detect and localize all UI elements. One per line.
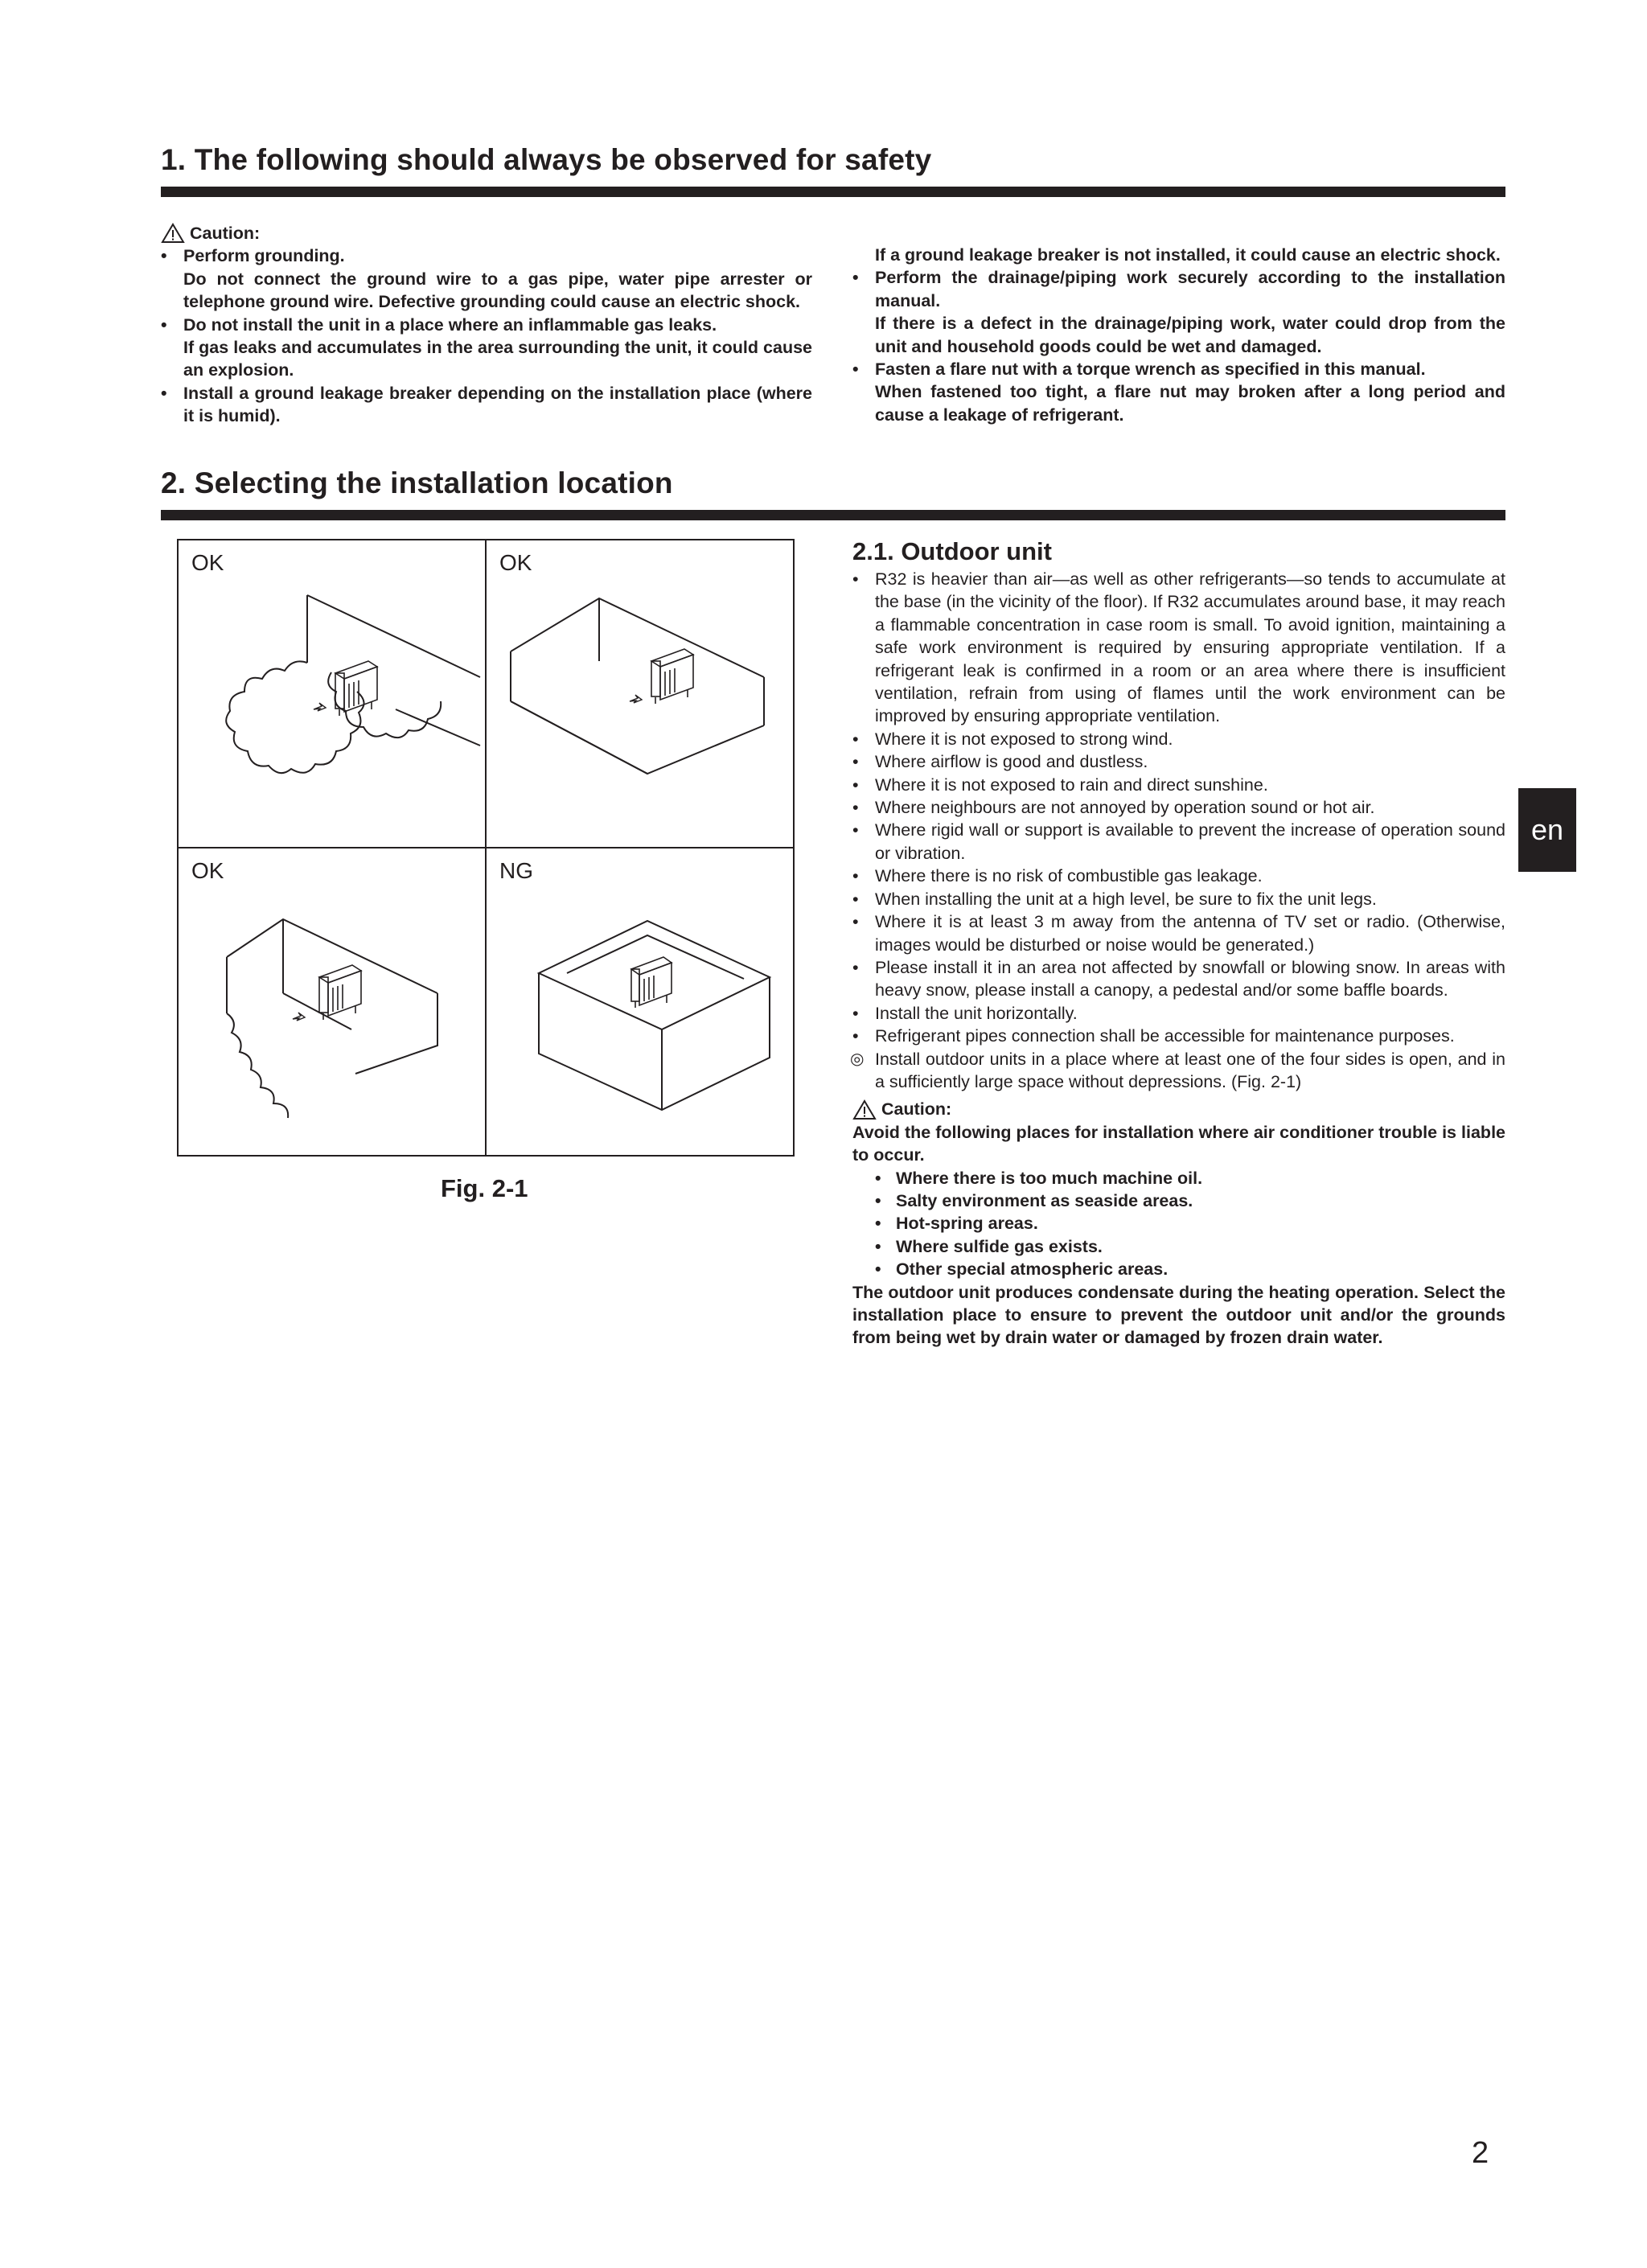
figure-caption: Fig. 2-1 xyxy=(441,1174,528,1202)
safety-right-column xyxy=(852,244,1505,426)
subsection-title: 2.1. Outdoor unit xyxy=(852,537,1052,565)
caution-heading xyxy=(852,1098,1505,1120)
figure-cell xyxy=(179,848,486,1155)
warning-triangle-icon xyxy=(852,1099,877,1120)
safety-item-head: • Perform grounding. xyxy=(161,244,812,267)
section-1-title: 1. The following should always be observed for safety xyxy=(161,143,932,176)
caution-intro: Avoid the following places for installation where air conditioner trouble is liable to occur. xyxy=(852,1122,1505,1165)
figure-cell-label: OK xyxy=(191,550,224,575)
requirement-item: • Install the unit horizontally. xyxy=(852,1002,1505,1025)
safety-item-body: If gas leaks and accumulates in the area surrounding the unit, it could cause an explosion. xyxy=(183,338,812,380)
requirement-item: • Where neighbours are not annoyed by operation sound or hot air. xyxy=(852,796,1505,819)
outdoor-unit-icon xyxy=(651,649,693,704)
safety-item-body: If there is a defect in the drainage/piping work, water could drop from the unit and household goods could be wet and damaged. xyxy=(875,314,1505,356)
caution-item: • Other special atmospheric areas. xyxy=(852,1258,1505,1280)
caution-label: Caution: xyxy=(190,224,261,243)
caution-item: • Where sulfide gas exists. xyxy=(852,1235,1505,1258)
section-1-rule xyxy=(161,187,1505,197)
safety-item-head: • Perform the drainage/piping work securely according to the installation manual. xyxy=(852,266,1505,312)
open-side-requirement: ◎ Install outdoor units in a place where at least one of the four sides is open, and in a sufficiently large space without depressions. (Fig. 2-1) xyxy=(852,1048,1505,1094)
section-2-rule xyxy=(161,510,1505,520)
requirement-item: • Where it is not exposed to strong wind. xyxy=(852,728,1505,750)
unit-between-walls-illustration xyxy=(487,540,795,849)
safety-item-body: Do not connect the ground wire to a gas pipe, water pipe arrester or telephone ground wire. Defective grounding could cause an electric shock. xyxy=(183,269,812,312)
requirement-item: • Where airflow is good and dustless. xyxy=(852,750,1505,773)
figure-cell xyxy=(179,540,486,848)
outdoor-unit-requirements xyxy=(852,568,1505,1350)
figure-cell-label: OK xyxy=(191,858,224,883)
requirement-item: • Please install it in an area not affected by snowfall or blowing snow. In areas with heavy snow, please install a canopy, a pedestal and/or some baffle boards. xyxy=(852,956,1505,1002)
requirement-item: • When installing the unit at a high level, be sure to fix the unit legs. xyxy=(852,888,1505,910)
figure-cell xyxy=(486,848,793,1155)
figure-cell xyxy=(486,540,793,848)
figure-2-1 xyxy=(177,539,795,1157)
requirement-item: • Where it is at least 3 m away from the antenna of TV set or radio. (Otherwise, images would be disturbed or noise would be generated.) xyxy=(852,910,1505,956)
figure-cell-label: NG xyxy=(499,858,533,883)
outdoor-unit-icon xyxy=(319,965,361,1020)
caution-label: Caution: xyxy=(881,1099,952,1120)
requirement-item: • Where rigid wall or support is available to prevent the increase of operation sound or vibration. xyxy=(852,819,1505,865)
safety-item-head: • Do not install the unit in a place where an inflammable gas leaks. xyxy=(161,314,812,336)
safety-continuation: If a ground leakage breaker is not installed, it could cause an electric shock. xyxy=(875,245,1501,265)
caution-item: • Salty environment as seaside areas. xyxy=(852,1189,1505,1212)
language-tab: en xyxy=(1518,788,1576,872)
section-2-title: 2. Selecting the installation location xyxy=(161,466,673,499)
safety-item-head: • Install a ground leakage breaker depending on the installation place (where it is humid). xyxy=(161,382,812,428)
safety-left-column xyxy=(161,222,812,428)
unit-in-corner-illustration xyxy=(179,848,487,1157)
requirement-item: • Refrigerant pipes connection shall be accessible for maintenance purposes. xyxy=(852,1025,1505,1047)
caution-heading xyxy=(161,222,812,244)
page-number: 2 xyxy=(1472,2136,1489,2170)
outdoor-unit-icon xyxy=(335,661,377,716)
unit-enclosed-box-illustration xyxy=(487,848,795,1157)
caution-item: • Hot-spring areas. xyxy=(852,1212,1505,1235)
safety-item-body: When fastened too tight, a flare nut may broken after a long period and cause a leakage of refrigerant. xyxy=(875,382,1505,425)
requirement-item: • Where there is no risk of combustible gas leakage. xyxy=(852,865,1505,887)
requirement-item: • R32 is heavier than air—as well as other refrigerants—so tends to accumulate at the base (in the vicinity of the floor). If R32 accumulates around base, it may reach a flammable concentration in case room is small. To avoid ignition, maintaining a safe work environment is required by ensuring appropriate ventilation. If a refrigerant leak is confirmed in a room or an area where there is insufficient ventilation, refrain from using of flames until the work environment can be improved by ensuring appropriate ventilation. xyxy=(852,568,1505,728)
caution-outro: The outdoor unit produces condensate during the heating operation. Select the installation place to ensure to prevent the outdoor unit and/or the grounds from being wet by drain water or damaged by frozen drain water. xyxy=(852,1282,1505,1348)
warning-triangle-icon xyxy=(161,223,185,244)
requirement-item: • Where it is not exposed to rain and direct sunshine. xyxy=(852,774,1505,796)
unit-against-wall-illustration xyxy=(179,540,487,849)
figure-cell-label: OK xyxy=(499,550,532,575)
safety-item-head: • Fasten a flare nut with a torque wrench as specified in this manual. xyxy=(852,358,1505,380)
outdoor-unit-icon xyxy=(631,957,672,1008)
caution-item: • Where there is too much machine oil. xyxy=(852,1167,1505,1189)
